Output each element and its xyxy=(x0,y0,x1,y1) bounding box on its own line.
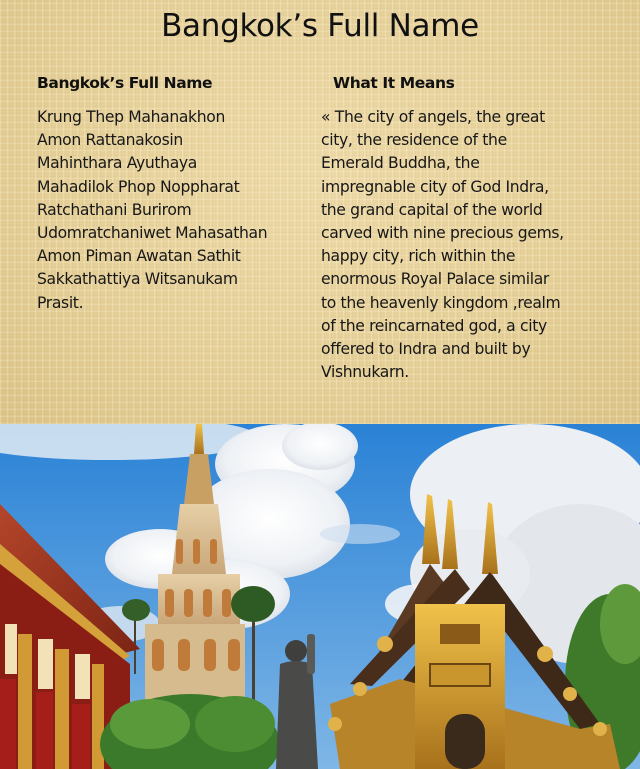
thai-temples-photo xyxy=(0,424,640,769)
meaning-line: enormous Royal Palace similar xyxy=(321,270,549,289)
meaning-line: the grand capital of the world xyxy=(321,200,543,219)
right-column-heading: What It Means xyxy=(333,74,455,92)
name-line: Amon Piman Awatan Sathit xyxy=(37,247,241,266)
thai-full-name-list xyxy=(37,106,267,315)
name-line: Mahadilok Phop Noppharat xyxy=(37,177,240,196)
name-line: Ratchathani Burirom xyxy=(37,200,192,219)
meaning-line: Vishnukarn. xyxy=(321,363,409,382)
meaning-text xyxy=(321,106,564,384)
left-column-heading: Bangkok’s Full Name xyxy=(37,74,213,92)
meaning-line: to the heavenly kingdom ,realm xyxy=(321,293,561,312)
slide-title: Bangkok’s Full Name xyxy=(161,8,479,44)
name-line: Prasit. xyxy=(37,293,84,312)
meaning-line: of the reincarnated god, a city xyxy=(321,316,547,335)
meaning-line: Emerald Buddha, the xyxy=(321,154,480,173)
name-line: Krung Thep Mahanakhon xyxy=(37,108,225,126)
meaning-line: impregnable city of God Indra, xyxy=(321,177,549,196)
name-line: Amon Rattanakosin xyxy=(37,131,183,150)
name-line: Udomratchaniwet Mahasathan xyxy=(37,224,268,243)
meaning-line: offered to Indra and built by xyxy=(321,340,531,359)
meaning-line: city, the residence of the xyxy=(321,131,507,150)
name-line: Mahinthara Ayuthaya xyxy=(37,154,197,173)
name-line: Sakkathattiya Witsanukam xyxy=(37,270,238,289)
meaning-line: « The city of angels, the great xyxy=(321,108,545,126)
meaning-line: carved with nine precious gems, xyxy=(321,224,564,243)
temple-scene-illustration xyxy=(0,424,640,769)
meaning-line: happy city, rich within the xyxy=(321,247,516,266)
